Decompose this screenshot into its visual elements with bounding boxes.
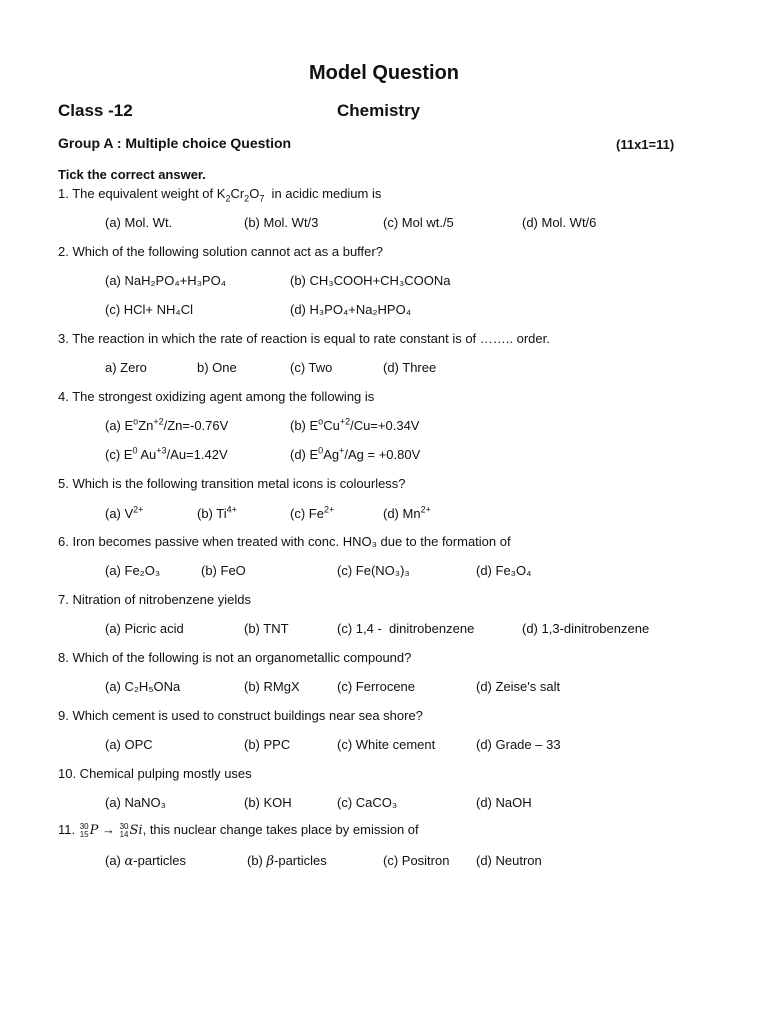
group-heading: Group A : Multiple choice Question	[58, 135, 292, 151]
q9-option-a: (a) OPC	[105, 737, 153, 752]
q2-option-d: (d) H₃PO₄+Na₂HPO₄	[290, 302, 412, 317]
question-2: 2. Which of the following solution cannot act as a buffer?	[58, 244, 383, 259]
p-nuclide-numbers: 30 15	[79, 821, 89, 839]
q11-option-d: (d) Neutron	[476, 853, 542, 868]
q1-option-c: (c) Mol wt./5	[383, 215, 454, 230]
q6-option-a: (a) Fe₂O₃	[105, 563, 161, 578]
question-4: 4. The strongest oxidizing agent among the following is	[58, 389, 375, 404]
q7-option-d: (d) 1,3-dinitrobenzene	[522, 621, 650, 636]
marks-label: (11x1=11)	[616, 137, 675, 152]
q10-option-c: (c) CaCO₃	[337, 795, 398, 810]
q5-option-d: (d) $Mn^{2+}$	[383, 504, 431, 521]
q7-option-c: (c) 1,4 - dinitrobenzene	[337, 621, 475, 636]
page-title: Model Question	[309, 62, 459, 84]
q11-option-c: (c) Positron	[383, 853, 450, 868]
si-nuclide-numbers: 30 14	[119, 821, 129, 839]
question-8: 8. Which of the following is not an organometallic compound?	[58, 650, 412, 665]
q2-option-a: (a) NaH₂PO₄+H₃PO₄	[105, 273, 227, 288]
question-10: 10. Chemical pulping mostly uses	[58, 766, 252, 781]
question-11: 11. 30 15 P → 30 14 Si, this nuclear change takes place by emission of	[58, 821, 419, 839]
q2-option-c: (c) HCl+ NH₄Cl	[105, 302, 193, 317]
q1-option-d: (d) Mol. Wt/6	[522, 215, 597, 230]
q7-option-b: (b) TNT	[244, 621, 289, 636]
q8-option-a: (a) C₂H₅ONa	[105, 679, 181, 694]
class-label: Class -12	[58, 101, 133, 120]
q9-option-b: (b) PPC	[244, 737, 291, 752]
q4-option-a: (a) $E^oZn^{+2}/Zn=-0.76V$	[105, 416, 229, 433]
q11-option-a: (a) α-particles	[105, 853, 187, 869]
question-5: 5. Which is the following transition metal icons is colourless?	[58, 476, 406, 491]
q8-option-d: (d) Zeise's salt	[476, 679, 561, 694]
question-7: 7. Nitration of nitrobenzene yields	[58, 592, 251, 607]
q8-option-c: (c) Ferrocene	[337, 679, 416, 694]
q2-option-b: (b) CH₃COOH+CH₃COONa	[290, 273, 451, 288]
q6-option-c: (c) Fe(NO₃)₃	[337, 563, 410, 578]
q4-option-b: (b) $E^oCu^{+2}/Cu=+0.34V$	[290, 416, 420, 433]
question-6: 6. Iron becomes passive when treated with conc. HNO₃ due to the formation of	[58, 534, 511, 549]
q5-option-b: (b) $Ti^{4+}$	[197, 504, 237, 521]
q1-option-a: (a) Mol. Wt.	[105, 215, 173, 230]
q6-option-d: (d) Fe₃O₄	[476, 563, 532, 578]
q4-option-c: (c) $E^0$ $Au^{+3}/Au=1.42V$	[105, 445, 228, 462]
q10-option-d: (d) NaOH	[476, 795, 532, 810]
instruction: Tick the correct answer.	[58, 167, 206, 182]
question-9: 9. Which cement is used to construct buildings near sea shore?	[58, 708, 423, 723]
q5-option-a: (a) $V^{2+}$	[105, 504, 144, 521]
q9-option-c: (c) White cement	[337, 737, 436, 752]
q3-option-b: b) One	[197, 360, 237, 375]
q3-option-c: (c) Two	[290, 360, 333, 375]
q10-option-a: (a) NaNO₃	[105, 795, 166, 810]
q3-option-a: a) Zero	[105, 360, 147, 375]
q5-option-c: (c) $Fe^{2+}$	[290, 504, 335, 521]
q11-option-b: (b) β-particles	[247, 853, 327, 869]
q1-option-b: (b) Mol. Wt/3	[244, 215, 319, 230]
q8-option-b: (b) RMgX	[244, 679, 300, 694]
q6-option-b: (b) FeO	[201, 563, 246, 578]
q7-option-a: (a) Picric acid	[105, 621, 184, 636]
question-1: 1. The equivalent weight of $K_2Cr_2O_7$ in acidic medium is	[58, 186, 382, 204]
q9-option-d: (d) Grade – 33	[476, 737, 561, 752]
q10-option-b: (b) KOH	[244, 795, 292, 810]
subject-label: Chemistry	[337, 101, 421, 120]
question-3: 3. The reaction in which the rate of reaction is equal to rate constant is of …….. order.	[58, 331, 550, 346]
q4-option-d: (d) $E^0Ag^+/Ag = +0.80V$	[290, 445, 421, 462]
q3-option-d: (d) Three	[383, 360, 437, 375]
